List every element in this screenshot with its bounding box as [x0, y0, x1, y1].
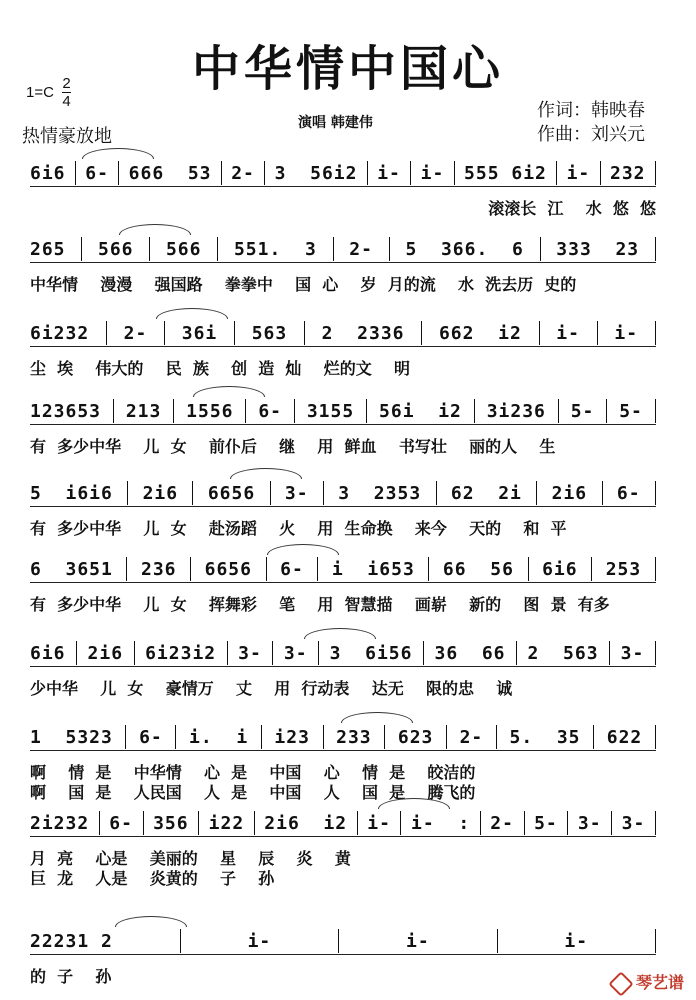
barline: [234, 321, 235, 345]
measure: 333 23: [556, 238, 640, 260]
barline: [270, 481, 271, 505]
barline: [125, 725, 126, 749]
barline: [611, 811, 612, 835]
notation-line: [30, 160, 656, 186]
score-row: [22, 724, 664, 820]
notation-line: [30, 480, 656, 506]
notation-line: [30, 640, 656, 666]
barline: [524, 811, 525, 835]
underline-beam: [30, 186, 656, 187]
measure: 6-: [280, 558, 304, 580]
barline: [173, 399, 174, 423]
measure: 566: [97, 238, 134, 260]
measure: 2-: [349, 238, 373, 260]
measure: 3 56i2: [274, 162, 358, 184]
measure: 6-: [139, 726, 163, 748]
measure: 66 56: [442, 558, 514, 580]
barline: [655, 237, 656, 261]
barline: [384, 725, 385, 749]
barline: [480, 811, 481, 835]
underline-beam: [30, 424, 656, 425]
measure: 3155: [306, 400, 355, 422]
lyric-line: 少中华 儿 女 豪情万 丈 用 行动表 达无 限的忠 诚: [30, 679, 513, 698]
barline: [217, 237, 218, 261]
barline: [323, 481, 324, 505]
barline: [198, 811, 199, 835]
barline: [99, 811, 100, 835]
measure: 3-: [620, 642, 645, 664]
barline: [81, 237, 82, 261]
lyric-line: 月 亮 心是 美丽的 星 辰 炎 黄: [30, 849, 351, 868]
barline: [606, 399, 607, 423]
measure: 5 i6i6: [30, 482, 113, 504]
underline-beam: [30, 506, 656, 507]
notation-line: [30, 810, 656, 836]
measure: 2i232: [30, 812, 90, 834]
measure: i. i: [188, 726, 249, 748]
measure: 555 6i2: [464, 162, 547, 184]
measure: 2i6: [87, 642, 124, 664]
measure: 666 53: [128, 162, 212, 184]
barline: [126, 557, 127, 581]
barline: [602, 481, 603, 505]
lyric-line: 滚滚长 江 水 悠 悠: [332, 199, 656, 218]
measure: i-: [564, 930, 589, 952]
measure: 6i232: [30, 322, 90, 344]
measure: 3 2353: [338, 482, 422, 504]
barline: [567, 811, 568, 835]
measure: 2 563: [527, 642, 599, 664]
lyric-line-second-verse: 啊 国 是 人民国 人 是 中国 人 国 是 腾飞的: [30, 783, 476, 802]
barline: [454, 161, 455, 185]
measure: i-: [377, 162, 401, 184]
measure: i22: [208, 812, 245, 834]
watermark-logo-icon: [608, 971, 633, 996]
measure: 6i23i2: [145, 642, 217, 664]
measure: 1556: [186, 400, 234, 422]
barline: [245, 399, 246, 423]
measure: 3 6i56: [329, 642, 413, 664]
measure: 233: [336, 726, 372, 748]
measure: 36i: [181, 322, 218, 344]
composer-credit: 作曲：刘兴元: [537, 124, 645, 145]
lyric-line: 有 多少中华 儿 女 挥舞彩 笔 用 智慧描 画崭 新的 图 景 有多: [30, 595, 610, 614]
barline: [323, 725, 324, 749]
measure: 6i6: [30, 162, 66, 184]
measure: i-: [247, 930, 272, 952]
measure: 213: [125, 400, 162, 422]
barline: [655, 481, 656, 505]
barline: [75, 161, 76, 185]
song-title: 中华情中国心: [191, 41, 504, 97]
barline: [338, 929, 339, 953]
barline: [175, 725, 176, 749]
lyric-line: 啊 情 是 中华情 心 是 中国 心 情 是 皎洁的: [30, 763, 476, 782]
singer-credit: 演唱 韩建伟: [298, 115, 373, 131]
notation-line: [30, 320, 656, 346]
barline: [389, 237, 390, 261]
time-signature: [62, 76, 71, 109]
barline: [266, 557, 267, 581]
barline: [76, 641, 77, 665]
barline: [134, 641, 135, 665]
barline: [410, 161, 411, 185]
barline: [496, 725, 497, 749]
score-row: [22, 810, 664, 906]
notation-line: [30, 928, 656, 954]
lyric-line-second-verse: 巨 龙 人是 炎黄的 子 孙: [30, 869, 275, 888]
slur-mark: [115, 916, 187, 927]
barline: [528, 557, 529, 581]
barline: [593, 725, 594, 749]
lyricist-credit: 作词：韩映春: [537, 100, 645, 121]
barline: [436, 481, 437, 505]
barline: [655, 399, 656, 423]
measure: 5-: [534, 812, 558, 834]
measure: 2i6 i2: [264, 812, 348, 834]
barline: [558, 399, 559, 423]
barline: [333, 237, 334, 261]
barline: [264, 161, 265, 185]
barline: [272, 641, 273, 665]
barline: [304, 321, 305, 345]
barline: [597, 321, 598, 345]
measure: 2i6: [551, 482, 588, 504]
barline: [192, 481, 193, 505]
measure: i- :: [411, 812, 471, 834]
barline: [294, 399, 295, 423]
measure: 2-: [490, 812, 514, 834]
barline: [516, 641, 517, 665]
lyric-line: 的 子 孙: [30, 967, 112, 986]
barline: [655, 161, 656, 185]
measure: 5. 35: [509, 726, 581, 748]
measure: 622: [606, 726, 643, 748]
measure: 6656: [207, 482, 256, 504]
measure: i23: [274, 726, 310, 748]
measure: 6-: [109, 812, 133, 834]
underline-beam: [30, 582, 656, 583]
measure: i i653: [331, 558, 415, 580]
measure: 1 5323: [30, 726, 113, 748]
measure: 2-: [123, 322, 148, 344]
barline: [421, 321, 422, 345]
barline: [164, 321, 165, 345]
barline: [655, 557, 656, 581]
underline-beam: [30, 346, 656, 347]
measure: 36 66: [434, 642, 506, 664]
measure: 6i6: [30, 642, 66, 664]
measure: 662 i2: [438, 322, 522, 344]
measure: 5-: [570, 400, 595, 422]
barline: [428, 557, 429, 581]
measure: i-: [556, 322, 580, 344]
measure: 265: [30, 238, 66, 260]
barline: [655, 811, 656, 835]
measure: 2-: [231, 162, 255, 184]
measure: 56i i2: [379, 400, 462, 422]
lyric-line: 尘 埃 伟大的 民 族 创 造 灿 烂的文 明: [30, 359, 410, 378]
barline: [221, 161, 222, 185]
measure: 563: [251, 322, 288, 344]
measure: 253: [605, 558, 642, 580]
barline: [536, 481, 537, 505]
measure: 3-: [577, 812, 602, 834]
barline: [446, 725, 447, 749]
time-signature-bottom: 4: [62, 93, 71, 110]
measure: i-: [367, 812, 391, 834]
slur-mark: [82, 148, 154, 159]
measure: 2-: [459, 726, 484, 748]
barline: [317, 557, 318, 581]
measure: i-: [566, 162, 591, 184]
barline: [600, 161, 601, 185]
measure: 623: [397, 726, 434, 748]
barline: [367, 161, 368, 185]
underline-beam: [30, 954, 656, 955]
barline: [655, 725, 656, 749]
measure: 6 3651: [30, 558, 113, 580]
barline: [474, 399, 475, 423]
notation-line: [30, 724, 656, 750]
measure: 5-: [619, 400, 643, 422]
key-signature: 1=C: [26, 84, 54, 101]
measure: 6656: [204, 558, 252, 580]
measure: i-: [405, 930, 430, 952]
barline: [655, 641, 656, 665]
measure: 356: [153, 812, 189, 834]
measure: 3i236: [486, 400, 546, 422]
barline: [655, 321, 656, 345]
underline-beam: [30, 666, 656, 667]
watermark-text: 琴艺谱: [636, 973, 685, 992]
tempo-mood: 热情豪放地: [22, 126, 112, 147]
barline: [357, 811, 358, 835]
lyric-line: 有 多少中华 儿 女 赴汤蹈 火 用 生命换 来今 天的 和 平: [30, 519, 567, 538]
barline: [556, 161, 557, 185]
measure: 62 2i: [450, 482, 522, 504]
measure: 5 366. 6: [405, 238, 524, 260]
measure: 6-: [616, 482, 641, 504]
measure: 6-: [258, 400, 283, 422]
barline: [497, 929, 498, 953]
barline: [143, 811, 144, 835]
barline: [254, 811, 255, 835]
measure: 123653: [30, 400, 102, 422]
barline: [190, 557, 191, 581]
watermark: [612, 970, 684, 993]
measure: 232: [610, 162, 646, 184]
barline: [318, 641, 319, 665]
lyric-line: 有 多少中华 儿 女 前仆后 继 用 鲜血 书写壮 丽的人 生: [30, 437, 556, 456]
notation-line: [30, 236, 656, 262]
score-row: [22, 928, 664, 1000]
measure: i-: [614, 322, 639, 344]
barline: [106, 321, 107, 345]
measure: 2 2336: [321, 322, 405, 344]
measure: i-: [420, 162, 445, 184]
notation-line: [30, 556, 656, 582]
underline-beam: [30, 262, 656, 263]
measure: 2i6: [142, 482, 179, 504]
barline: [400, 811, 401, 835]
measure: 566: [165, 238, 202, 260]
measure: 236: [140, 558, 177, 580]
measure: 6i6: [542, 558, 578, 580]
measure: 3-: [238, 642, 262, 664]
barline: [366, 399, 367, 423]
underline-beam: [30, 836, 656, 837]
notation-line: [30, 398, 656, 424]
underline-beam: [30, 750, 656, 751]
barline: [609, 641, 610, 665]
barline: [261, 725, 262, 749]
barline: [227, 641, 228, 665]
barline: [149, 237, 150, 261]
measure: 3-: [284, 482, 309, 504]
barline: [423, 641, 424, 665]
barline: [655, 929, 656, 953]
measure: 551. 3: [233, 238, 317, 260]
measure: 6-: [85, 162, 109, 184]
barline: [113, 399, 114, 423]
barline: [118, 161, 119, 185]
barline: [539, 321, 540, 345]
measure: 22231 2: [30, 930, 113, 952]
score-row: [22, 236, 664, 332]
barline: [180, 929, 181, 953]
measure: 3-: [621, 812, 646, 834]
barline: [127, 481, 128, 505]
time-signature-top: 2: [62, 75, 71, 92]
lyric-line: 中华情 漫漫 强国路 拳拳中 国 心 岁 月的流 水 洗去历 史的: [30, 275, 577, 294]
barline: [591, 557, 592, 581]
barline: [540, 237, 541, 261]
measure: 3-: [283, 642, 308, 664]
